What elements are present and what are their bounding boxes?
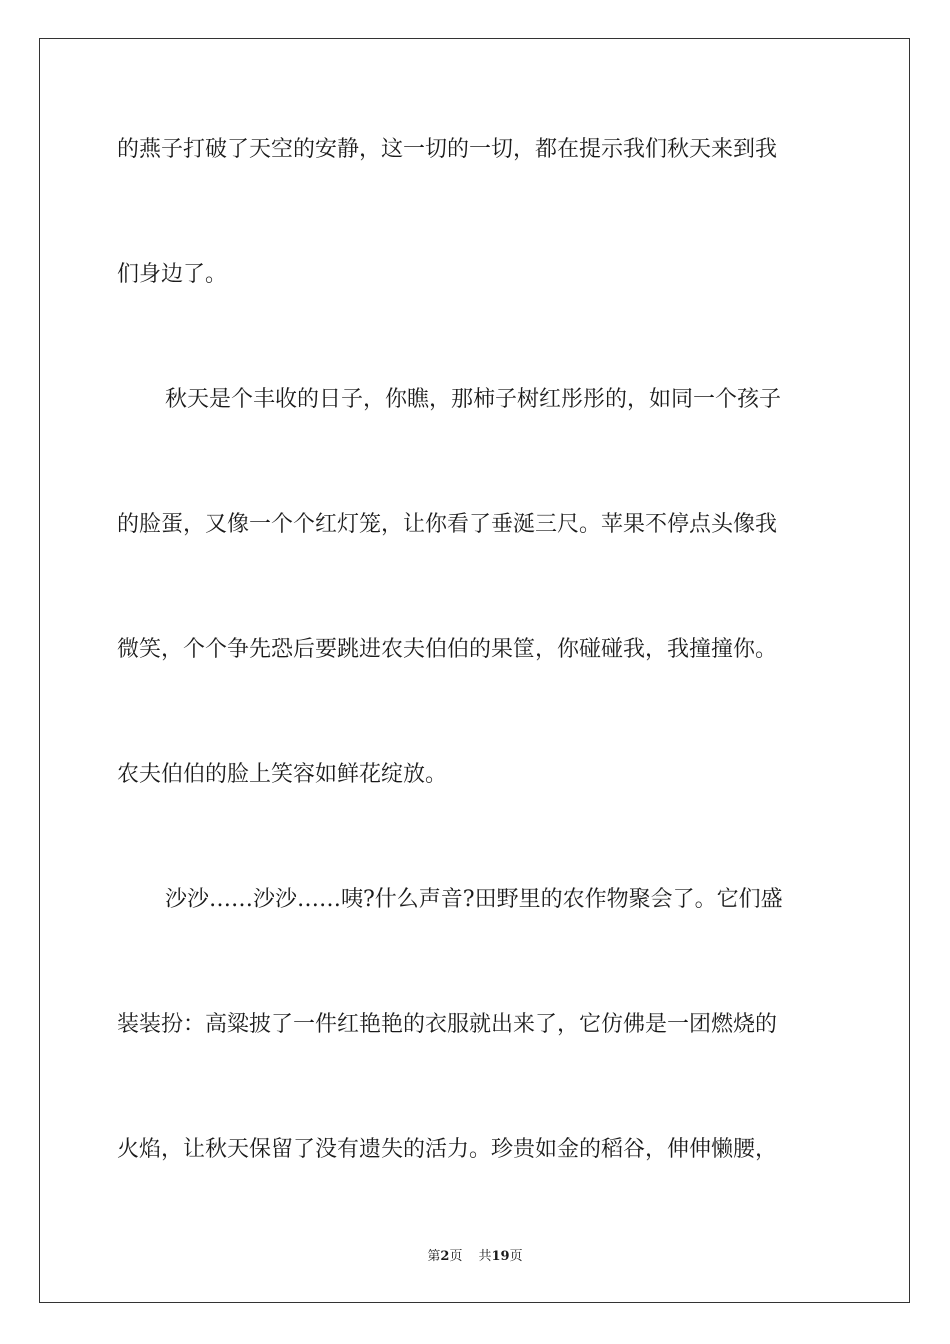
total-prefix: 共 — [478, 1249, 492, 1264]
text-line-2: 们身边了。 — [117, 262, 228, 287]
text-line-8: 装装扮：高粱披了一件红艳艳的衣服就出来了，它仿佛是一团燃烧的 — [117, 1012, 778, 1037]
text-line-4: 的脸蛋，又像一个个红灯笼，让你看了垂涎三尺。苹果不停点头像我 — [117, 512, 778, 537]
text-line-9: 火焰，让秋天保留了没有遗失的活力。珍贵如金的稻谷，伸伸懒腰， — [117, 1137, 778, 1162]
text-line-3: 秋天是个丰收的日子，你瞧，那柿子树红彤彤的，如同一个孩子 — [165, 387, 782, 412]
total-pages: 19 — [491, 1249, 510, 1264]
text-line-7: 沙沙……沙沙……咦?什么声音?田野里的农作物聚会了。它们盛 — [165, 887, 783, 912]
page-footer — [0, 1248, 950, 1266]
document-body — [117, 132, 833, 1257]
text-line-5: 微笑，个个争先恐后要跳进农夫伯伯的果筐，你碰碰我，我撞撞你。 — [117, 637, 778, 662]
page-prefix: 第 — [427, 1249, 441, 1264]
page-suffix: 页 — [449, 1249, 463, 1264]
text-line-1: 的燕子打破了天空的安静，这一切的一切，都在提示我们秋天来到我 — [117, 137, 778, 162]
page-number: 2 — [440, 1249, 450, 1264]
total-suffix: 页 — [509, 1249, 523, 1264]
text-line-6: 农夫伯伯的脸上笑容如鲜花绽放。 — [117, 762, 448, 787]
